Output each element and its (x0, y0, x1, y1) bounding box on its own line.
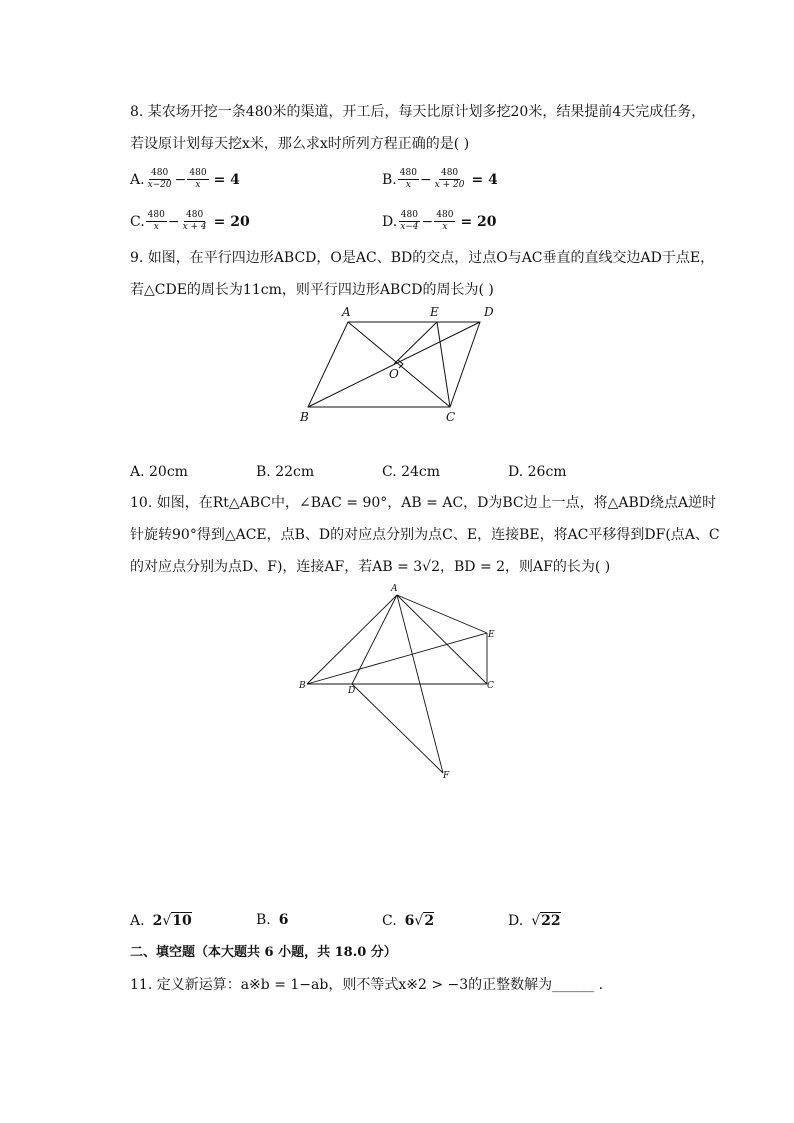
label-c: C (446, 410, 456, 424)
q9-option-d: D. 26cm (508, 464, 567, 480)
segment-ec (437, 322, 450, 407)
numerator: 480 (147, 210, 165, 220)
value: 6 (278, 912, 289, 928)
option-label: B. (382, 171, 397, 188)
label-d: D (348, 686, 356, 696)
numerator: 480 (399, 168, 417, 178)
segment-df (352, 684, 443, 773)
fraction (433, 168, 467, 191)
label-d: D (484, 305, 494, 319)
q8-option-a (130, 168, 240, 191)
q8-option-c (130, 210, 250, 233)
denominator: x + 20 (434, 180, 465, 190)
q9-option-b: B. 22cm (256, 464, 315, 480)
rhs: = 20 (213, 213, 250, 230)
q10-option-d (508, 912, 561, 929)
option-label: A. (130, 171, 145, 188)
q10-line2: 针旋转90°得到△ACE，点B、D的对应点分别为点C、E，连接BE，将AC平移得到DF(点A、C (130, 527, 720, 543)
operator: − (421, 213, 434, 230)
denominator: x + 4 (182, 222, 207, 232)
numerator: 480 (400, 210, 418, 220)
label-e: E (488, 630, 495, 640)
segment-be (307, 633, 487, 684)
fraction (398, 210, 420, 233)
coefficient: 2 (152, 912, 163, 929)
fraction (398, 168, 419, 191)
segment-eo (394, 322, 437, 364)
segment-ae (397, 595, 487, 633)
q8-line2: 若设原计划每天挖x米，那么求x时所列方程正确的是( ) (130, 136, 470, 152)
q10-line3: 的对应点分别为点D、F)，连接AF，若AB = 3√2，BD = 2，则AF的长为( ) (130, 559, 611, 575)
segment-ac (397, 595, 487, 684)
rhs: = 20 (460, 213, 497, 230)
fraction (434, 210, 455, 233)
rotation-figure (290, 580, 510, 785)
label-b: B (299, 681, 306, 691)
denominator: x−20 (147, 180, 172, 190)
option-label: C. (130, 213, 145, 230)
denominator: x−4 (400, 222, 419, 232)
label-f: F (443, 771, 450, 781)
label-a: A (391, 584, 398, 594)
label-o: O (389, 367, 399, 381)
denominator: x (442, 222, 448, 232)
fraction (181, 210, 209, 233)
option-label: C. (382, 912, 397, 929)
label-c: C (487, 681, 494, 691)
q10-option-c (382, 912, 434, 929)
rhs: = 4 (213, 171, 240, 188)
fraction (187, 168, 208, 191)
parallelogram-figure (290, 300, 510, 430)
segment-ab (307, 595, 397, 684)
q9-option-a: A. 20cm (130, 464, 188, 480)
q8-option-d (382, 210, 497, 233)
q9-option-c: C. 24cm (382, 464, 441, 480)
section-heading: 二、填空题（本大题共 6 小题，共 18.0 分） (130, 945, 397, 960)
numerator: 480 (189, 168, 207, 178)
numerator: 480 (436, 210, 454, 220)
denominator: x (195, 180, 201, 190)
denominator: x (405, 180, 411, 190)
q8-option-b (382, 168, 498, 191)
diagonal-ac (348, 322, 450, 407)
option-label: B. (256, 912, 271, 928)
q11-line: 11. 定义新运算：a※b = 1−ab，则不等式x※2 > −3的正整数解为______ . (130, 977, 604, 993)
label-e: E (430, 305, 439, 319)
numerator: 480 (186, 210, 204, 220)
label-a: A (342, 305, 351, 319)
q9-line1: 9. 如图，在平行四边形ABCD，O是AC、BD的交点，过点O与AC垂直的直线交边AD于点E， (130, 250, 715, 266)
coefficient: 6 (404, 912, 415, 929)
numerator: 480 (151, 168, 169, 178)
q10-line1: 10. 如图，在Rt△ABC中，∠BAC = 90°，AB = AC，D为BC边上一点，将△ABD绕点A逆时 (130, 495, 717, 511)
fraction (146, 210, 167, 233)
operator: − (167, 213, 180, 230)
segment-ad (352, 595, 397, 684)
numerator: 480 (440, 168, 459, 178)
sqrt-sign: √ (162, 912, 172, 929)
option-label: A. (130, 912, 145, 929)
option-label: D. (508, 912, 524, 929)
radicand: 2 (424, 913, 435, 929)
radicand: 10 (172, 913, 192, 929)
sqrt-sign: √ (414, 912, 424, 929)
denominator: x (153, 222, 159, 232)
radicand: 22 (541, 913, 561, 929)
operator: − (419, 171, 432, 188)
label-b: B (300, 410, 309, 424)
fraction (146, 168, 174, 191)
option-label: D. (382, 213, 398, 230)
rhs: = 4 (471, 171, 498, 188)
sqrt-sign: √ (531, 912, 541, 929)
q8-line1: 8. 某农场开挖一条480米的渠道，开工后，每天比原计划多挖20米，结果提前4天完成任务， (130, 104, 706, 120)
q9-line2: 若△CDE的周长为11cm，则平行四边形ABCD的周长为( ) (130, 282, 494, 298)
operator: − (174, 171, 187, 188)
q10-option-a (130, 912, 192, 929)
q10-option-b (256, 912, 289, 928)
